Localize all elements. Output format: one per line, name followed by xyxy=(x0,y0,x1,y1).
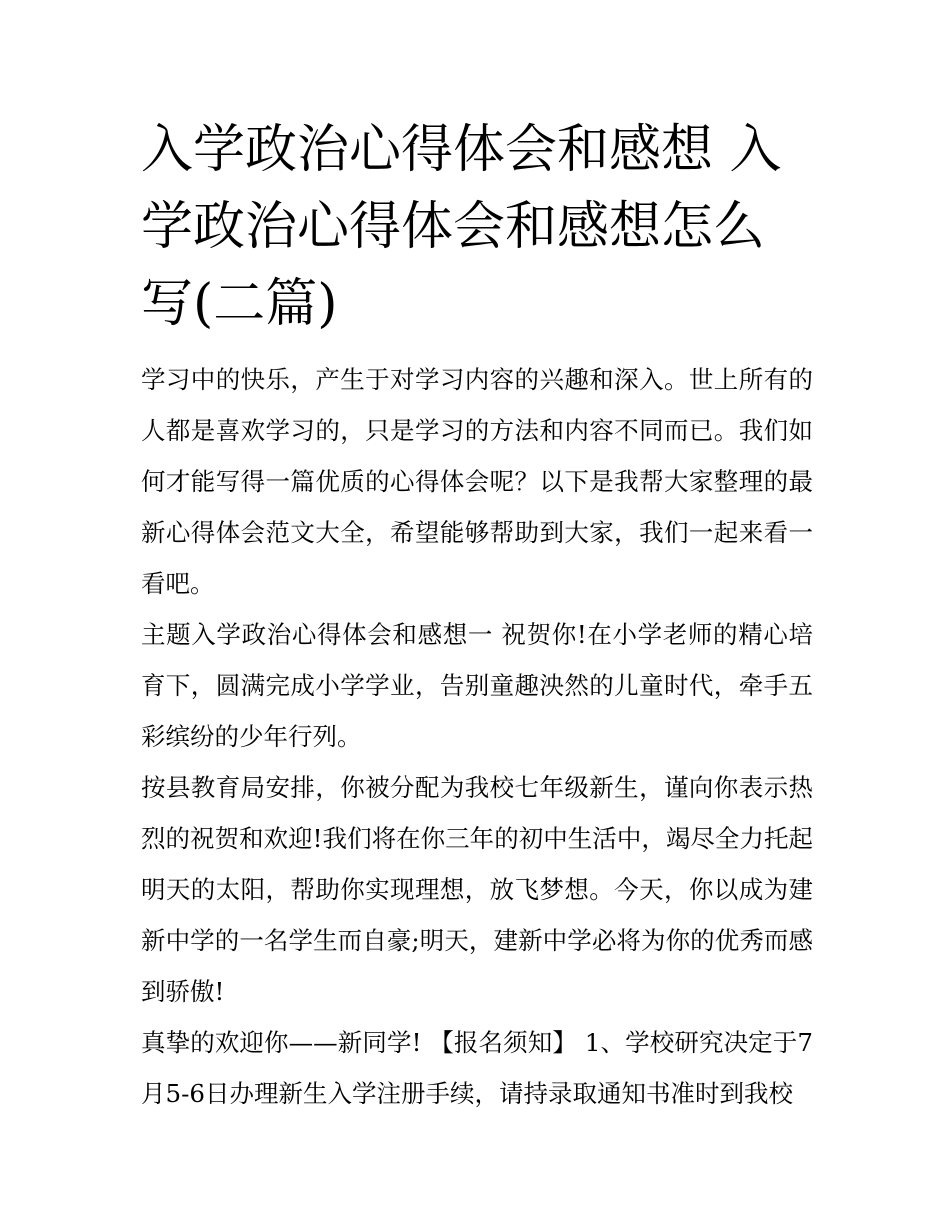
paragraph-congratulations: 主题入学政治心得体会和感想一 祝贺你!在小学老师的精心培育下，圆满完成小学学业，告别童趣泱然的儿童时代，牵手五彩缤纷的少年行列。 xyxy=(141,620,813,751)
paragraph-registration: 真挚的欢迎你——新同学! 【报名须知】 1、学校研究决定于7月5-6日办理新生入学注册手续，请持录取通知书准时到我校 xyxy=(141,1028,813,1108)
document-body xyxy=(141,112,813,1119)
paragraph-welcome: 按县教育局安排，你被分配为我校七年级新生，谨向你表示热烈的祝贺和欢迎!我们将在你三年的初中生活中，竭尽全力托起明天的太阳，帮助你实现理想，放飞梦想。今天，你以成为建新中学的一名学生而自豪;明天，建新中学必将为你的优秀而感到骄傲! xyxy=(141,773,813,1006)
document-title: 入学政治心得体会和感想 入学政治心得体会和感想怎么写(二篇) xyxy=(141,120,782,334)
paragraph-intro: 学习中的快乐，产生于对学习内容的兴趣和深入。世上所有的人都是喜欢学习的，只是学习的方法和内容不同而已。我们如何才能写得一篇优质的心得体会呢？以下是我帮大家整理的最新心得体会范文大全，希望能够帮助到大家，我们一起来看一看吧。 xyxy=(141,365,813,598)
